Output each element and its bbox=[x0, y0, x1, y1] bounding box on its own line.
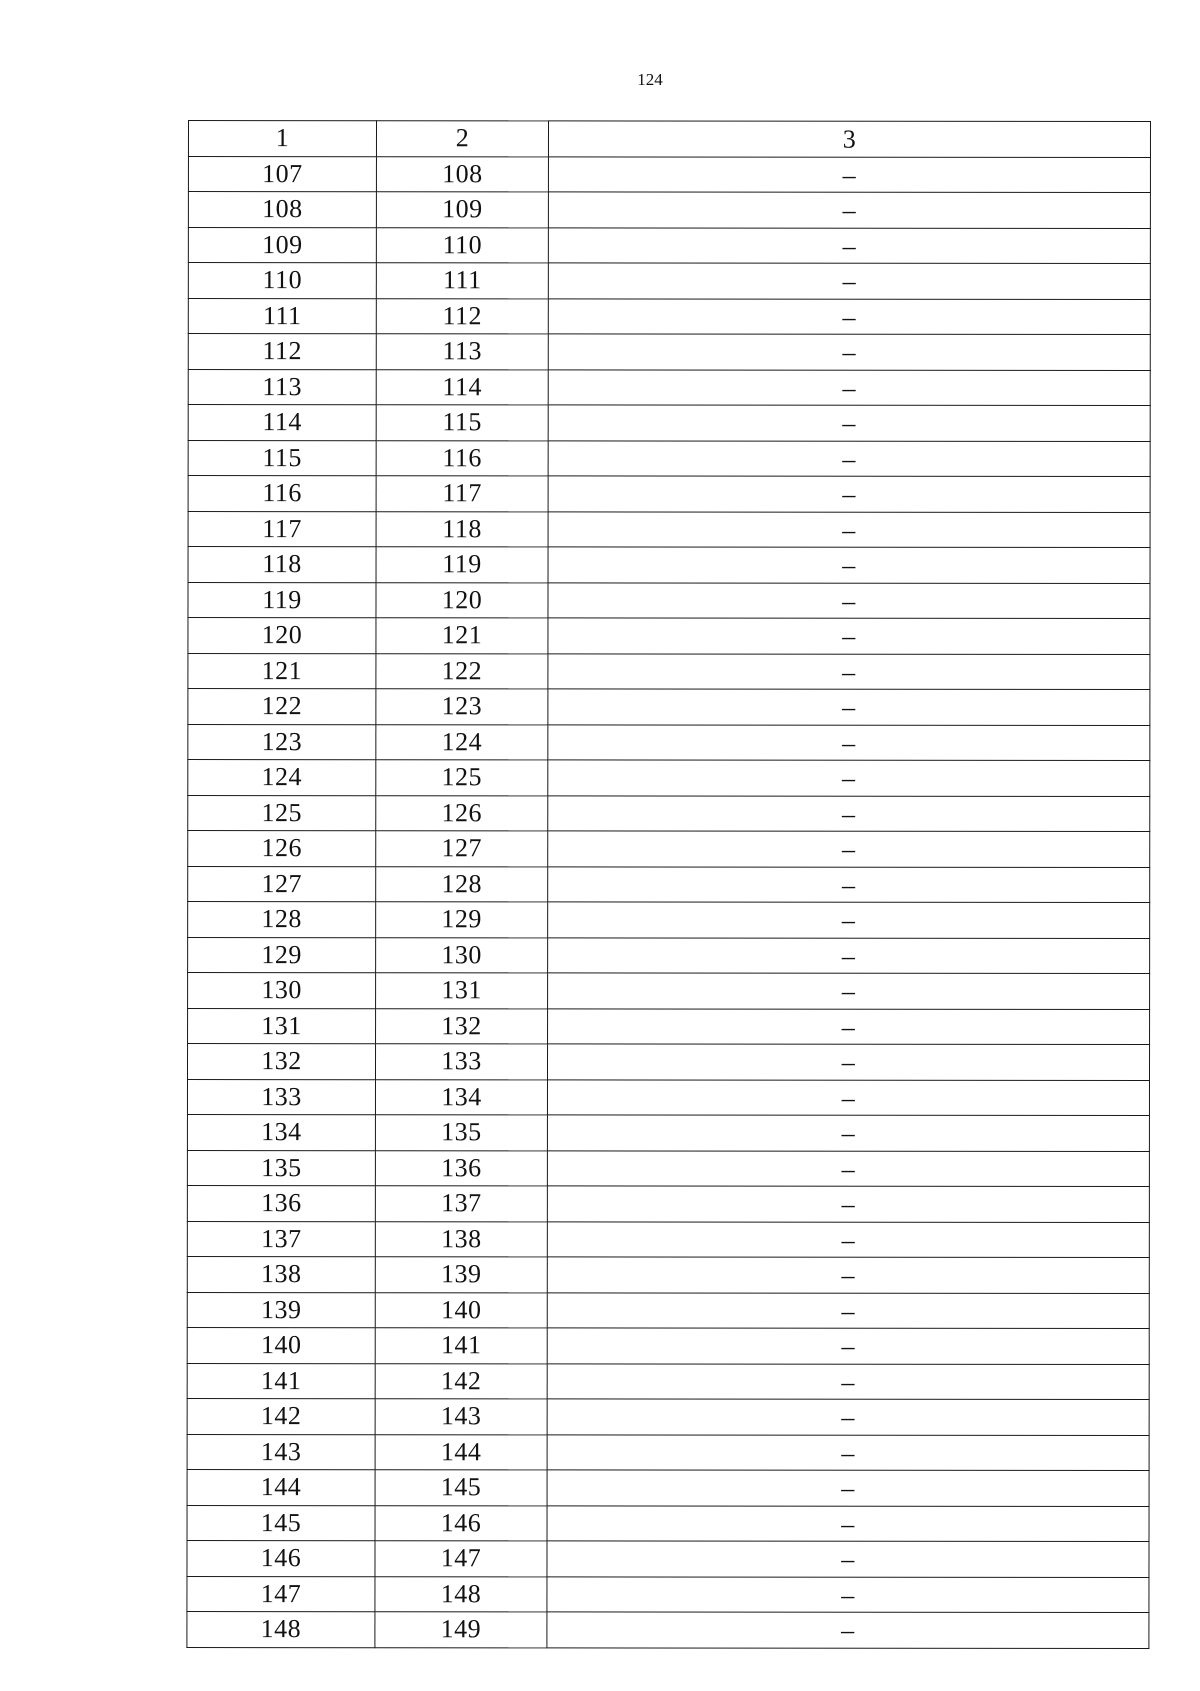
table-cell-col-1: 140 bbox=[187, 1327, 375, 1363]
table-cell-col-3: – bbox=[548, 405, 1150, 441]
table-row bbox=[187, 1079, 1149, 1116]
table-cell-col-3: – bbox=[547, 1399, 1149, 1435]
table-cell-col-2: 140 bbox=[375, 1292, 547, 1328]
table-cell-col-3: – bbox=[548, 156, 1150, 192]
table-row bbox=[188, 192, 1150, 229]
table-cell-col-3: – bbox=[547, 1612, 1149, 1648]
table-cell-col-3: – bbox=[547, 1150, 1149, 1186]
table-cell-col-1: 134 bbox=[187, 1115, 375, 1151]
table-cell-col-2: 134 bbox=[375, 1079, 547, 1115]
table-cell-col-2: 112 bbox=[376, 298, 548, 334]
table-cell-col-1: 112 bbox=[188, 334, 376, 370]
table-cell-col-1: 144 bbox=[187, 1469, 375, 1505]
table-cell-col-2: 145 bbox=[375, 1470, 547, 1506]
table-cell-col-3: – bbox=[548, 795, 1150, 831]
table-cell-col-1: 109 bbox=[188, 227, 376, 263]
table-cell-col-2: 139 bbox=[375, 1257, 547, 1293]
table-cell-col-1: 124 bbox=[188, 760, 376, 796]
table-cell-col-3: – bbox=[548, 760, 1150, 796]
table-row bbox=[187, 1221, 1149, 1258]
table-cell-col-1: 148 bbox=[187, 1611, 375, 1647]
table-row bbox=[188, 263, 1150, 300]
table-row bbox=[188, 653, 1150, 690]
table-cell-col-2: 110 bbox=[376, 227, 548, 263]
table-cell-col-2: 122 bbox=[376, 653, 548, 689]
table-row bbox=[188, 476, 1150, 513]
table-cell-col-2: 128 bbox=[376, 866, 548, 902]
table-row bbox=[187, 1115, 1149, 1152]
table-row bbox=[188, 795, 1150, 832]
table-cell-col-2: 127 bbox=[376, 831, 548, 867]
table-cell-col-2: 109 bbox=[376, 192, 548, 228]
table-row bbox=[188, 760, 1150, 797]
table-cell-col-3: – bbox=[548, 618, 1150, 654]
table-cell-col-1: 138 bbox=[187, 1256, 375, 1292]
table-row bbox=[188, 582, 1150, 619]
table-cell-col-3: – bbox=[548, 653, 1150, 689]
header-cell-col-2: 2 bbox=[376, 121, 548, 157]
table-cell-col-2: 148 bbox=[375, 1576, 547, 1612]
table-cell-col-3: – bbox=[548, 263, 1150, 299]
table-row bbox=[187, 1150, 1149, 1187]
table-row bbox=[188, 724, 1150, 761]
table-cell-col-3: – bbox=[548, 440, 1150, 476]
table-cell-col-2: 144 bbox=[375, 1434, 547, 1470]
table-cell-col-2: 115 bbox=[376, 405, 548, 441]
table-cell-col-2: 133 bbox=[375, 1044, 547, 1080]
table-cell-col-3: – bbox=[548, 511, 1150, 547]
table-cell-col-2: 137 bbox=[375, 1186, 547, 1222]
table-cell-col-1: 131 bbox=[188, 1008, 376, 1044]
table-cell-col-2: 142 bbox=[375, 1363, 547, 1399]
page-number: 124 bbox=[637, 70, 663, 89]
table-row bbox=[187, 1256, 1149, 1293]
header-cell-col-1: 1 bbox=[188, 121, 376, 157]
table-cell-col-2: 129 bbox=[376, 902, 548, 938]
table-cell-col-3: – bbox=[547, 1221, 1149, 1257]
table-cell-col-3: – bbox=[547, 1434, 1149, 1470]
table-cell-col-3: – bbox=[547, 1470, 1149, 1506]
table-cell-col-2: 114 bbox=[376, 369, 548, 405]
table-row bbox=[188, 369, 1150, 406]
table-cell-col-3: – bbox=[548, 298, 1150, 334]
table-cell-col-1: 126 bbox=[188, 831, 376, 867]
table-cell-col-2: 135 bbox=[375, 1115, 547, 1151]
table-row bbox=[187, 1327, 1149, 1364]
table-row bbox=[187, 1505, 1149, 1542]
table-cell-col-1: 135 bbox=[187, 1150, 375, 1186]
table-cell-col-3: – bbox=[548, 831, 1150, 867]
table-cell-col-3: – bbox=[547, 1541, 1149, 1577]
table-cell-col-2: 111 bbox=[376, 263, 548, 299]
table-cell-col-3: – bbox=[548, 973, 1150, 1009]
table-row bbox=[187, 1186, 1149, 1223]
table-cell-col-3: – bbox=[547, 1186, 1149, 1222]
table-cell-col-3: – bbox=[547, 1576, 1149, 1612]
table-cell-col-2: 118 bbox=[376, 511, 548, 547]
table-cell-col-1: 116 bbox=[188, 476, 376, 512]
table-cell-col-2: 123 bbox=[376, 689, 548, 725]
table-cell-col-2: 119 bbox=[376, 547, 548, 583]
table-cell-col-1: 136 bbox=[187, 1186, 375, 1222]
table-cell-col-2: 138 bbox=[375, 1221, 547, 1257]
table-cell-col-1: 123 bbox=[188, 724, 376, 760]
table-cell-col-1: 122 bbox=[188, 689, 376, 725]
table-cell-col-2: 146 bbox=[375, 1505, 547, 1541]
table-row bbox=[187, 1469, 1149, 1506]
table-row bbox=[188, 227, 1150, 264]
table-cell-col-1: 132 bbox=[187, 1044, 375, 1080]
table-cell-col-1: 129 bbox=[188, 937, 376, 973]
table-cell-col-2: 113 bbox=[376, 334, 548, 370]
table-cell-col-1: 130 bbox=[188, 973, 376, 1009]
data-table bbox=[186, 120, 1151, 1649]
table-cell-col-3: – bbox=[548, 369, 1150, 405]
table-cell-col-3: – bbox=[547, 1079, 1149, 1115]
table-cell-col-3: – bbox=[548, 866, 1150, 902]
table-cell-col-2: 147 bbox=[375, 1541, 547, 1577]
table-cell-col-3: – bbox=[548, 582, 1150, 618]
table-row bbox=[188, 937, 1150, 974]
table-row bbox=[188, 440, 1150, 477]
table-cell-col-2: 149 bbox=[375, 1612, 547, 1648]
table-cell-col-1: 108 bbox=[188, 192, 376, 228]
table-cell-col-2: 126 bbox=[376, 795, 548, 831]
table-cell-col-2: 130 bbox=[376, 937, 548, 973]
table-cell-col-2: 143 bbox=[375, 1399, 547, 1435]
table-cell-col-1: 118 bbox=[188, 547, 376, 583]
table-cell-col-2: 125 bbox=[376, 760, 548, 796]
table-cell-col-2: 116 bbox=[376, 440, 548, 476]
table-cell-col-1: 111 bbox=[188, 298, 376, 334]
table-row bbox=[187, 1611, 1149, 1648]
table-cell-col-2: 132 bbox=[376, 1008, 548, 1044]
table-cell-col-3: – bbox=[548, 227, 1150, 263]
table-row bbox=[188, 902, 1150, 939]
table-row bbox=[188, 405, 1150, 442]
table-row bbox=[187, 1044, 1149, 1081]
table-cell-col-1: 142 bbox=[187, 1398, 375, 1434]
table-row bbox=[188, 973, 1150, 1010]
table-row bbox=[188, 1008, 1150, 1045]
table-row bbox=[188, 511, 1150, 548]
table-cell-col-1: 137 bbox=[187, 1221, 375, 1257]
table-cell-col-1: 114 bbox=[188, 405, 376, 441]
table-row bbox=[188, 334, 1150, 371]
table-cell-col-1: 127 bbox=[188, 866, 376, 902]
table-cell-col-1: 121 bbox=[188, 653, 376, 689]
table-row bbox=[187, 1576, 1149, 1613]
table-header-row bbox=[188, 121, 1150, 158]
table-row bbox=[187, 1398, 1149, 1435]
table-cell-col-2: 117 bbox=[376, 476, 548, 512]
table-row bbox=[188, 618, 1150, 655]
table-cell-col-1: 141 bbox=[187, 1363, 375, 1399]
table-cell-col-1: 146 bbox=[187, 1540, 375, 1576]
table-cell-col-1: 133 bbox=[187, 1079, 375, 1115]
table-cell-col-2: 120 bbox=[376, 582, 548, 618]
table-cell-col-1: 128 bbox=[188, 902, 376, 938]
table-cell-col-3: – bbox=[547, 1044, 1149, 1080]
table-row bbox=[187, 1434, 1149, 1471]
table-cell-col-2: 141 bbox=[375, 1328, 547, 1364]
table-cell-col-3: – bbox=[547, 1505, 1149, 1541]
table-cell-col-3: – bbox=[547, 1115, 1149, 1151]
table-cell-col-3: – bbox=[547, 1257, 1149, 1293]
table-row bbox=[188, 866, 1150, 903]
table-cell-col-1: 113 bbox=[188, 369, 376, 405]
header-cell-col-3: 3 bbox=[548, 121, 1150, 157]
table-cell-col-1: 107 bbox=[188, 156, 376, 192]
table-cell-col-3: – bbox=[548, 724, 1150, 760]
table-cell-col-3: – bbox=[548, 476, 1150, 512]
table-cell-col-3: – bbox=[547, 1328, 1149, 1364]
table-cell-col-3: – bbox=[548, 192, 1150, 228]
table-cell-col-1: 120 bbox=[188, 618, 376, 654]
table-cell-col-2: 136 bbox=[375, 1150, 547, 1186]
table-cell-col-1: 143 bbox=[187, 1434, 375, 1470]
table-cell-col-3: – bbox=[547, 1292, 1149, 1328]
table-row bbox=[188, 298, 1150, 335]
table-cell-col-1: 115 bbox=[188, 440, 376, 476]
table-row bbox=[187, 1363, 1149, 1400]
table-cell-col-3: – bbox=[548, 547, 1150, 583]
table-cell-col-1: 119 bbox=[188, 582, 376, 618]
table-cell-col-2: 131 bbox=[376, 973, 548, 1009]
table-cell-col-3: – bbox=[548, 937, 1150, 973]
table-cell-col-1: 117 bbox=[188, 511, 376, 547]
table-cell-col-1: 139 bbox=[187, 1292, 375, 1328]
table-cell-col-3: – bbox=[548, 1008, 1150, 1044]
table-cell-col-3: – bbox=[548, 689, 1150, 725]
table-cell-col-1: 147 bbox=[187, 1576, 375, 1612]
table-row bbox=[187, 1540, 1149, 1577]
table-cell-col-1: 110 bbox=[188, 263, 376, 299]
table-cell-col-2: 121 bbox=[376, 618, 548, 654]
table-cell-col-2: 124 bbox=[376, 724, 548, 760]
table-cell-col-3: – bbox=[548, 334, 1150, 370]
table-cell-col-1: 125 bbox=[188, 795, 376, 831]
table-row bbox=[187, 1292, 1149, 1329]
table-row bbox=[188, 831, 1150, 868]
table-row bbox=[188, 689, 1150, 726]
table-cell-col-3: – bbox=[547, 1363, 1149, 1399]
table-row bbox=[188, 547, 1150, 584]
table-row bbox=[188, 156, 1150, 193]
table-cell-col-1: 145 bbox=[187, 1505, 375, 1541]
table-cell-col-3: – bbox=[548, 902, 1150, 938]
table-body bbox=[187, 121, 1151, 1649]
table-cell-col-2: 108 bbox=[376, 156, 548, 192]
